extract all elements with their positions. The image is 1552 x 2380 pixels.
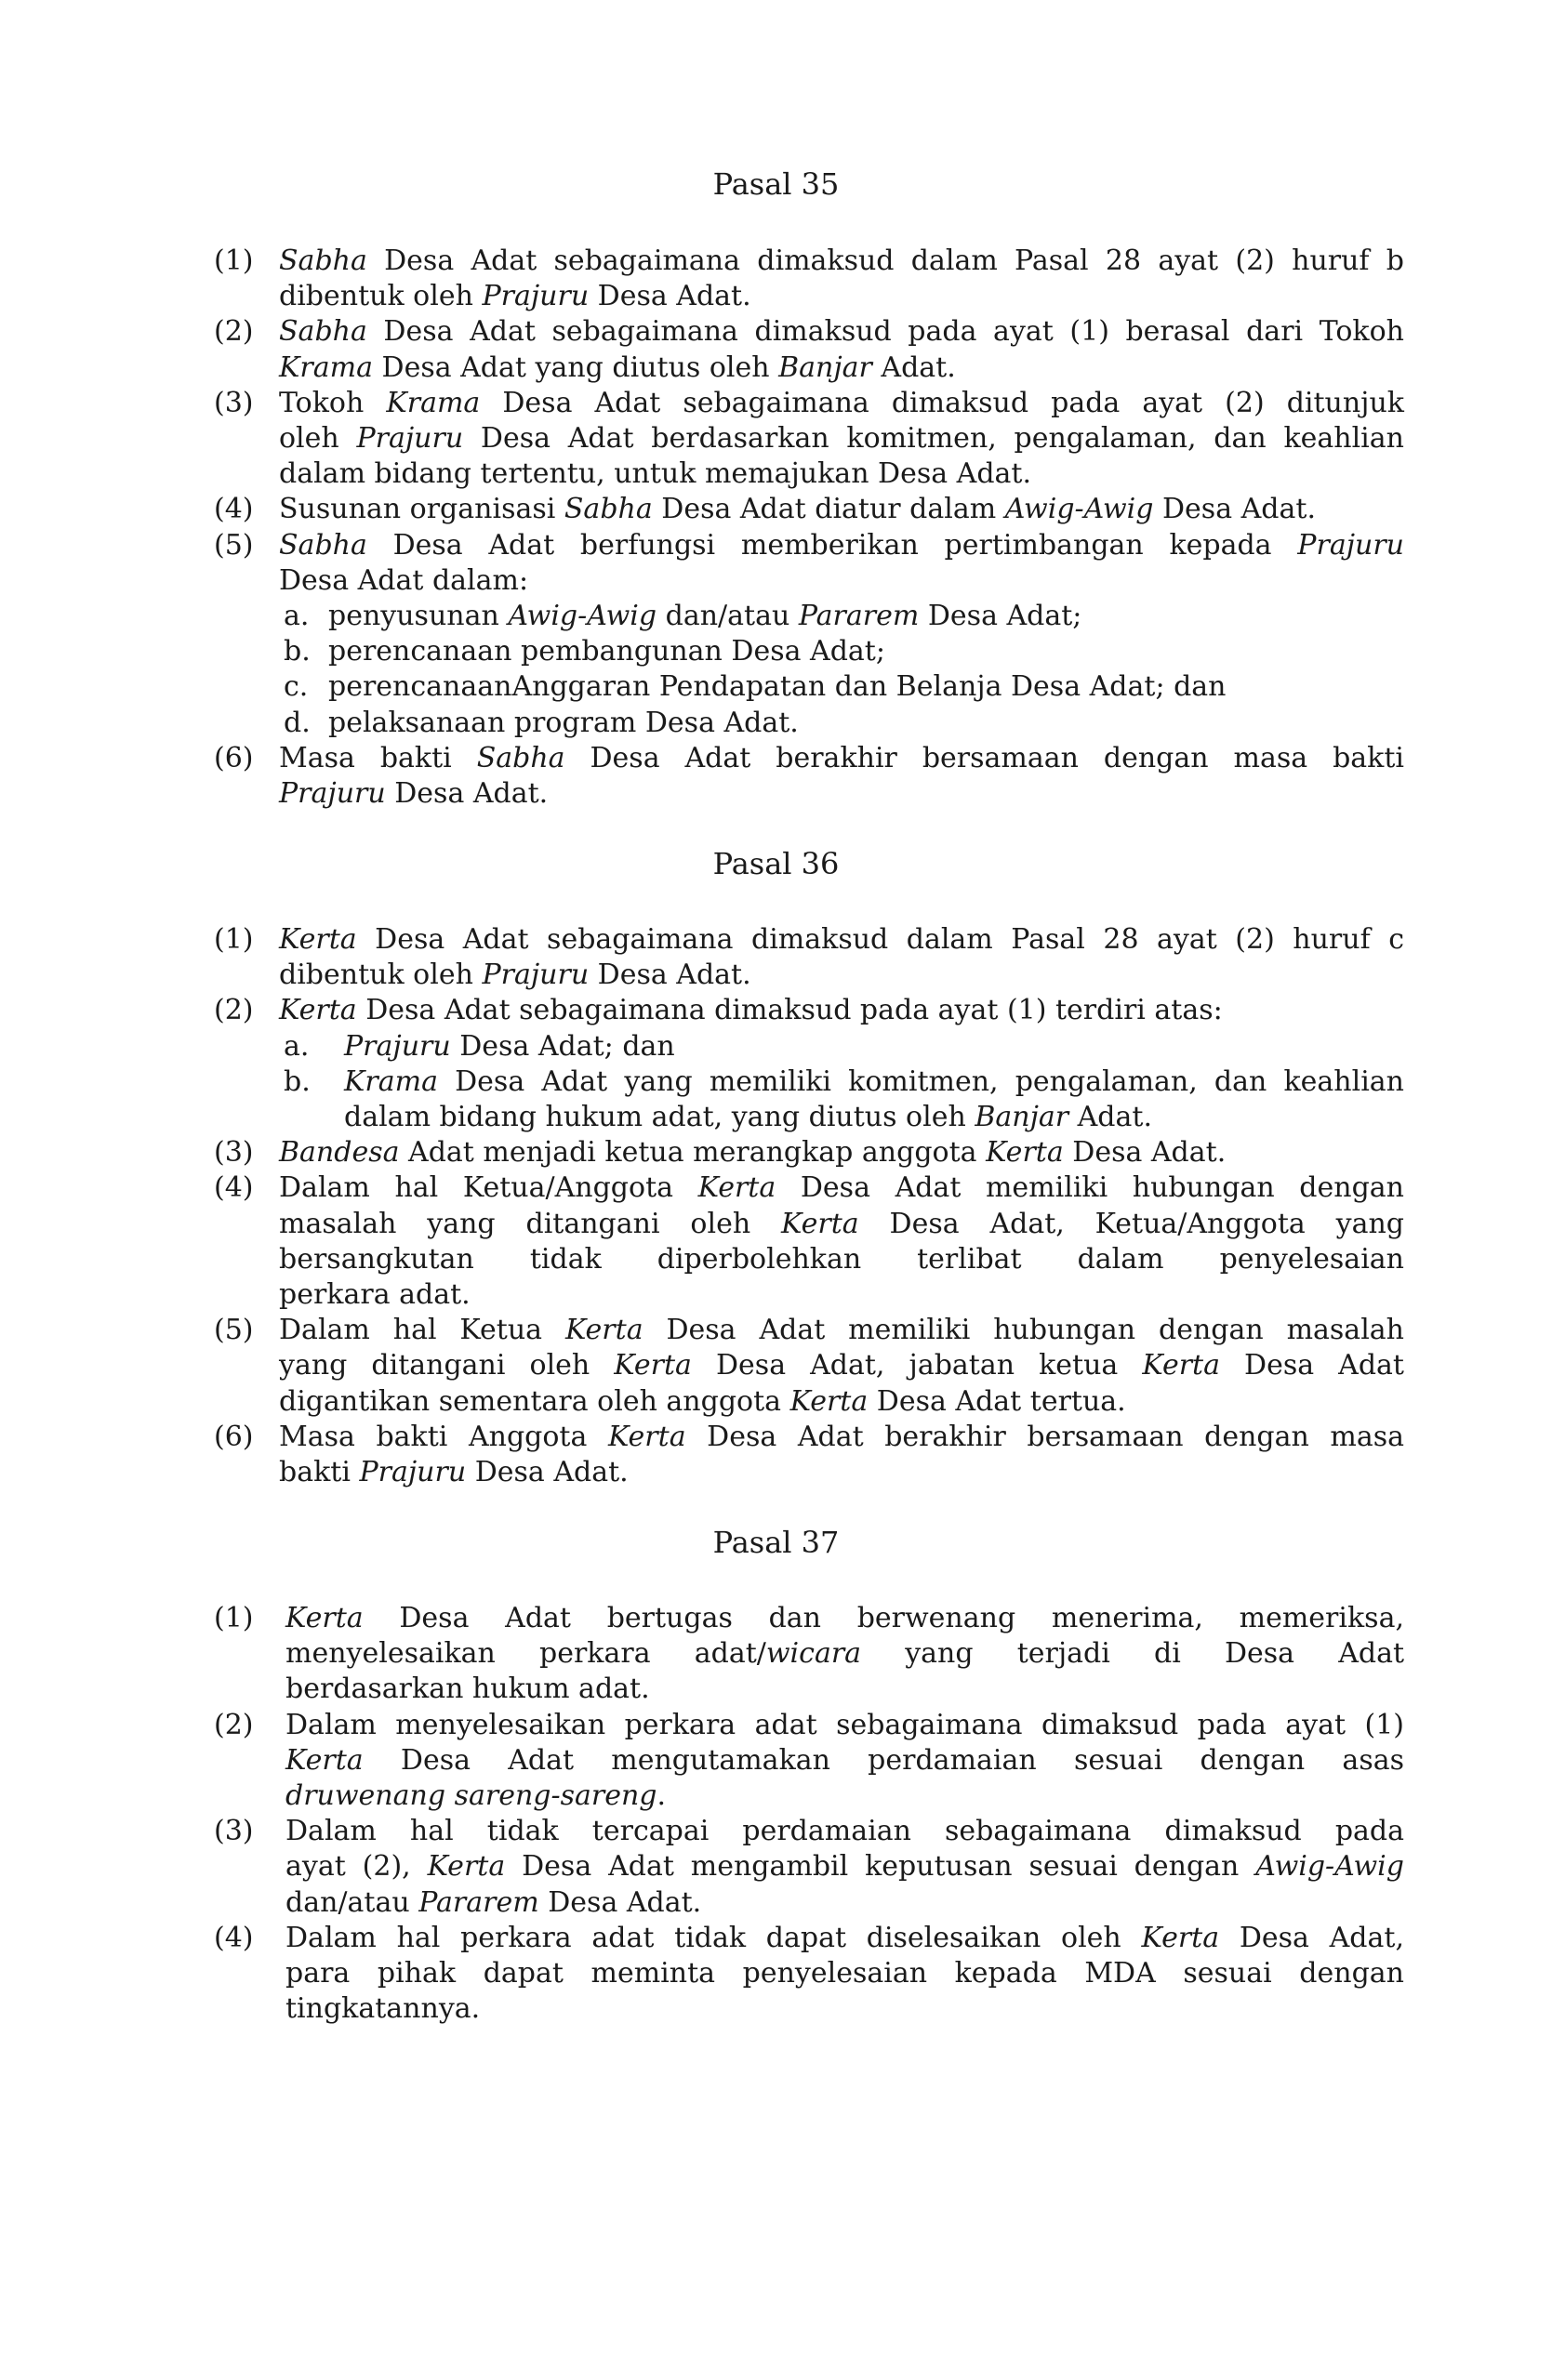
text-run: Desa Adat; [919, 600, 1082, 632]
subclause-marker: a. [284, 600, 310, 632]
text-run: perencanaanAnggaran Pendapatan dan Belanja Desa Adat; dan [328, 670, 1227, 704]
article-title: Pasal 37 [712, 1525, 840, 1560]
subclause-marker: b. [284, 635, 311, 668]
italic-term: Kerta [1141, 1921, 1220, 1954]
italic-term: Kerta [285, 1602, 364, 1634]
italic-term: Prajuru [1297, 528, 1404, 562]
text-run: Desa Adat sebagaimana dimaksud pada ayat (2) ditunjuk [480, 386, 1404, 419]
clause-number: (6) [214, 741, 254, 774]
text-run: dibentuk oleh [279, 959, 483, 992]
italic-term: Kerta [614, 1349, 692, 1382]
italic-term: Kerta [427, 1850, 506, 1884]
text-run: Desa Adat sebagaimana dimaksud dalam Pasal 28 ayat (2) huruf c [356, 923, 1404, 956]
italic-term: Krama [279, 350, 373, 384]
text-run: Adat menjadi ketua merangkap anggota [399, 1136, 987, 1170]
text-run: dalam bidang hukum adat, yang diutus oleh [344, 1101, 975, 1133]
text-run: perencanaan pembangunan Desa Adat; [328, 635, 885, 668]
italic-term: Awig-Awig [1004, 493, 1154, 526]
clause-line [285, 1991, 480, 2027]
clause-line [279, 421, 1404, 456]
text-run: Desa Adat. [385, 777, 549, 810]
clause-number: (2) [214, 1708, 254, 1741]
text-run: Desa Adat. [589, 280, 751, 313]
italic-term: Kerta [607, 1420, 686, 1453]
text-run: Desa Adat diatur dalam [652, 493, 1005, 526]
text-run: Dalam menyelesaikan perkara adat sebagaimana dimaksud pada ayat (1) [285, 1708, 1404, 1741]
text-run: Desa Adat, Ketua/Anggota yang [858, 1207, 1404, 1240]
text-run: Desa Adat. [1153, 493, 1316, 526]
clause-line [285, 1885, 701, 1921]
text-run: . [657, 1779, 667, 1812]
text-run: Desa Adat memiliki hubungan dengan masalah [643, 1314, 1404, 1347]
subclause-marker: a. [284, 1029, 310, 1063]
italic-term: Kerta [279, 923, 357, 956]
clause-line [285, 1814, 1404, 1849]
subclause-line [344, 1100, 1152, 1135]
text-run: Desa Adat berakhir bersamaan dengan masa [685, 1420, 1404, 1453]
italic-term: Prajuru [359, 1456, 467, 1488]
text-run: oleh [279, 422, 357, 455]
clause-number: (3) [214, 386, 254, 419]
subclause-line [328, 634, 885, 669]
clause-number: (4) [214, 493, 254, 526]
clause-line [279, 958, 751, 993]
italic-term: Krama [344, 1064, 438, 1098]
italic-term: Kerta [285, 1743, 364, 1777]
clause-line [285, 1601, 1404, 1636]
text-run: dibentuk oleh [279, 280, 483, 313]
italic-term: Prajuru [344, 1029, 451, 1063]
clause-line [279, 528, 1404, 563]
clause-number: (4) [214, 1921, 254, 1954]
subclause-line [344, 1029, 675, 1064]
italic-term: druwenang sareng-sareng [285, 1779, 657, 1812]
italic-term: Kerta [781, 1207, 859, 1240]
text-run: pelaksanaan program Desa Adat. [328, 706, 799, 739]
text-run: Desa Adat mengambil keputusan sesuai dengan [505, 1850, 1256, 1884]
italic-term: Prajuru [279, 777, 386, 810]
subclause-marker: c. [284, 670, 309, 704]
text-run: Adat. [871, 350, 956, 384]
italic-term: Kerta [986, 1136, 1064, 1170]
text-run: Desa Adat. [538, 1885, 702, 1919]
italic-term: Kerta [279, 994, 357, 1027]
text-run: Desa Adat bertugas dan berwenang menerima, memeriksa, [363, 1602, 1404, 1634]
italic-term: Sabha [279, 245, 367, 277]
italic-term: Sabha [279, 528, 367, 562]
text-run: dan/atau [657, 600, 799, 632]
subclause-line [328, 706, 799, 741]
clause-number: (4) [214, 1171, 254, 1205]
clause-line [285, 1743, 1404, 1778]
clause-number: (1) [214, 923, 254, 956]
italic-term: Kerta [697, 1171, 776, 1205]
clause-line [279, 279, 751, 314]
text-run: Desa Adat, jabatan ketua [691, 1349, 1143, 1382]
text-run: Desa Adat berakhir bersamaan dengan masa bakti [564, 741, 1404, 774]
clause-number: (3) [214, 1136, 254, 1170]
text-run: tingkatannya. [285, 1992, 481, 2026]
clause-line [279, 776, 548, 812]
clause-line [279, 1384, 1126, 1420]
clause-line [279, 314, 1404, 350]
text-run: digantikan sementara oleh anggota [279, 1384, 790, 1418]
italic-term: Bandesa [279, 1136, 400, 1170]
italic-term: Sabha [476, 741, 565, 774]
subclause-line [328, 669, 1227, 705]
text-run: Dalam hal Ketua [279, 1314, 565, 1347]
italic-term: Kerta [564, 1314, 643, 1347]
clause-line [285, 1672, 650, 1707]
clause-number: (1) [214, 1602, 254, 1634]
clause-line [279, 1277, 471, 1313]
text-run: Desa Adat sebagaimana dimaksud pada ayat (1) terdiri atas: [356, 994, 1223, 1027]
text-run: Desa Adat tertua. [868, 1384, 1126, 1418]
italic-term: Pararem [418, 1885, 539, 1919]
text-run: Dalam hal Ketua/Anggota [279, 1171, 698, 1205]
clause-line [279, 386, 1404, 421]
text-run: Desa Adat sebagaimana dimaksud pada ayat (1) berasal dari Tokoh [366, 315, 1404, 349]
clause-number: (2) [214, 315, 254, 349]
clause-line [279, 492, 1316, 527]
italic-term: Prajuru [356, 422, 464, 455]
text-run: Desa Adat dalam: [279, 563, 529, 597]
clause-line [279, 456, 1031, 492]
text-run: bakti [279, 1456, 360, 1488]
clause-number: (6) [214, 1420, 254, 1453]
subclause-line [328, 599, 1081, 634]
clause-number: (5) [214, 1314, 254, 1347]
clause-line [279, 1242, 1404, 1277]
clause-line [285, 1849, 1404, 1884]
clause-line [279, 244, 1404, 279]
clause-number: (3) [214, 1815, 254, 1848]
italic-term: Banjar [778, 350, 872, 384]
text-run: Desa Adat. [589, 959, 751, 992]
text-run: perkara adat. [279, 1278, 471, 1311]
text-run: Desa Adat yang memiliki komitmen, pengalaman, dan keahlian [437, 1064, 1404, 1098]
text-run: Masa bakti Anggota [279, 1420, 608, 1453]
italic-term: Awig-Awig [1255, 1850, 1404, 1884]
italic-term: Prajuru [482, 959, 590, 992]
article-title: Pasal 35 [712, 166, 840, 202]
clause-line [279, 993, 1223, 1028]
italic-term: wicara [765, 1637, 862, 1671]
text-run: penyusunan [328, 600, 509, 632]
text-run: Desa Adat yang diutus oleh [372, 350, 779, 384]
clause-line [285, 1636, 1404, 1672]
clause-line [279, 1170, 1404, 1206]
text-run: Dalam hal perkara adat tidak dapat diselesaikan oleh [285, 1921, 1142, 1954]
clause-line [279, 1420, 1404, 1455]
text-run: Masa bakti [279, 741, 477, 774]
italic-term: Sabha [564, 493, 653, 526]
italic-term: Sabha [279, 315, 367, 349]
text-run: Desa Adat [1220, 1349, 1404, 1382]
clause-line [279, 1455, 629, 1490]
clause-line [279, 1135, 1226, 1170]
clause-number: (1) [214, 245, 254, 277]
subclause-marker: b. [284, 1064, 311, 1098]
clause-line [285, 1778, 666, 1814]
subclause-line [344, 1064, 1404, 1100]
text-run: Susunan organisasi [279, 493, 564, 526]
text-run: Desa Adat; dan [450, 1029, 675, 1063]
clause-line [279, 1348, 1404, 1383]
text-run: yang terjadi di Desa Adat [861, 1637, 1405, 1671]
text-run: dan/atau [285, 1885, 419, 1919]
text-run: yang ditangani oleh [279, 1349, 615, 1382]
text-run: dalam bidang tertentu, untuk memajukan Desa Adat. [279, 457, 1032, 491]
italic-term: Kerta [789, 1384, 869, 1418]
text-run: ayat (2), [285, 1850, 428, 1884]
text-run: menyelesaikan perkara adat/ [285, 1637, 766, 1671]
text-run: para pihak dapat meminta penyelesaian kepada MDA sesuai dengan [285, 1957, 1404, 1990]
text-run: Desa Adat, [1219, 1921, 1404, 1954]
italic-term: Pararem [798, 600, 920, 632]
text-run: berdasarkan hukum adat. [285, 1673, 650, 1706]
text-run: Desa Adat. [466, 1456, 629, 1488]
text-run: Desa Adat berdasarkan komitmen, pengalaman, dan keahlian [463, 422, 1404, 455]
clause-number: (2) [214, 994, 254, 1027]
italic-term: Prajuru [482, 280, 590, 313]
clause-line [279, 350, 956, 386]
italic-term: Banjar [975, 1101, 1069, 1133]
text-run: Desa Adat mengutamakan perdamaian sesuai dengan asas [363, 1743, 1404, 1777]
text-run: Tokoh [279, 386, 387, 419]
text-run: Desa Adat sebagaimana dimaksud dalam Pasal 28 ayat (2) huruf b [366, 245, 1404, 277]
clause-line [279, 1313, 1404, 1348]
italic-term: Awig-Awig [508, 600, 657, 632]
clause-line [285, 1921, 1404, 1956]
clause-line [285, 1708, 1404, 1743]
clause-number: (5) [214, 528, 254, 562]
text-run: Dalam hal tidak tercapai perdamaian sebagaimana dimaksud pada [285, 1815, 1404, 1848]
text-run: masalah yang ditangani oleh [279, 1207, 781, 1240]
text-run: bersangkutan tidak diperbolehkan terlibat dalam penyelesaian [279, 1242, 1404, 1276]
clause-line [279, 741, 1404, 776]
subclause-marker: d. [284, 706, 311, 739]
clause-line [279, 922, 1404, 958]
clause-line [279, 1207, 1404, 1242]
text-run: Desa Adat berfungsi memberikan pertimbangan kepada [366, 528, 1298, 562]
text-run: Adat. [1068, 1101, 1152, 1133]
clause-line [285, 1956, 1404, 1991]
article-title: Pasal 36 [712, 846, 840, 881]
italic-term: Krama [386, 386, 481, 419]
clause-line [279, 563, 528, 599]
text-run: Desa Adat. [1063, 1136, 1227, 1170]
text-run: Desa Adat memiliki hubungan dengan [776, 1171, 1404, 1205]
italic-term: Kerta [1142, 1349, 1220, 1382]
